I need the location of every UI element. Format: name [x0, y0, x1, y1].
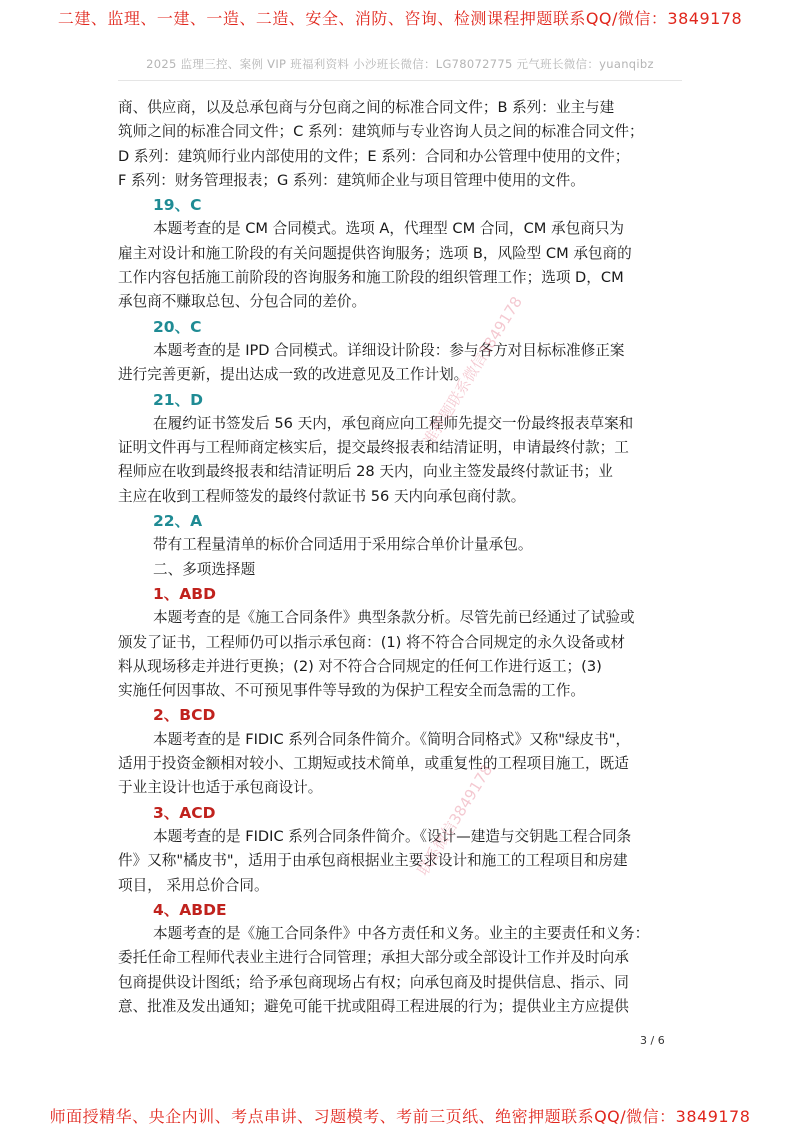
paragraph-line: 二、多项选择题: [153, 560, 256, 578]
paragraph-line: 本题考查的是 FIDIC 系列合同条件简介。《设计—建造与交钥匙工程合同条: [153, 827, 632, 845]
watermark-text: 联系微信3849178: [413, 761, 497, 879]
paragraph-line: 件》又称"橘皮书"，适用于由承包商根据业主要求设计和施工的工程项目和房建: [118, 852, 628, 870]
paragraph-line: 本题考查的是《施工合同条件》中各方责任和义务。业主的主要责任和义务：: [153, 925, 650, 943]
answer-heading: 19、C: [153, 196, 202, 215]
paragraph-line: 项目， 采用总价合同。: [118, 876, 269, 894]
paragraph-line: 程师应在收到最终报表和结清证明后 28 天内，向业主签发最终付款证书；业: [118, 463, 613, 481]
document-body: [118, 96, 683, 1019]
paragraph-line: 于业主设计也适于承包商设计。: [118, 779, 323, 797]
paragraph-line: 筑师之间的标准合同文件；C 系列：建筑师与专业咨询人员之间的标准合同文件；: [118, 123, 644, 141]
paragraph-line: 意、批准及发出通知；避免可能干扰或阻碍工程进展的行为；提供业主方应提供: [118, 997, 629, 1015]
bottom-promo-banner: 师面授精华、央企内训、考点串讲、习题模考、考前三页纸、绝密押题联系QQ/微信：3849178: [49, 1107, 751, 1126]
page-header-note: 2025 监理三控、案例 VIP 班福利资料 小沙班长微信：LG78072775 元气班长微信：yuanqibz: [146, 57, 654, 71]
paragraph-line: F 系列：财务管理报表；G 系列：建筑师企业与项目管理中使用的文件。: [118, 171, 585, 189]
paragraph-line: 本题考查的是 CM 合同模式。选项 A，代理型 CM 合同，CM 承包商只为: [153, 220, 625, 238]
watermark-text: 准押题联系微信3849178: [419, 293, 527, 449]
answer-heading: 22、A: [153, 512, 203, 531]
paragraph-line: 承包商不赚取总包、分包合同的差价。: [118, 293, 367, 311]
paragraph-line: 料从现场移走并进行更换；(2) 对不符合合同规定的任何工作进行返工；(3): [118, 657, 602, 675]
answer-heading: 1、ABD: [153, 584, 216, 603]
top-promo-banner: 二建、监理、一建、一造、二造、安全、消防、咨询、检测课程押题联系QQ/微信：3849178: [57, 9, 743, 28]
paragraph-line: 委托任命工程师代表业主进行合同管理；承担大部分或全部设计工作并及时向承: [118, 949, 629, 967]
paragraph-line: 本题考查的是 IPD 合同模式。详细设计阶段：参与各方对目标标准修正案: [153, 341, 625, 359]
page-number: 3 / 6: [640, 1034, 665, 1047]
paragraph-line: 实施任何因事故、不可预见事件等导致的为保护工程安全而急需的工作。: [118, 682, 586, 700]
paragraph-line: 本题考查的是 FIDIC 系列合同条件简介。《简明合同格式》又称"绿皮书"，: [153, 730, 631, 748]
paragraph-line: 证明文件再与工程师商定核实后，提交最终报表和结清证明，申请最终付款；工: [118, 439, 629, 457]
answer-heading: 20、C: [153, 317, 202, 336]
answer-heading: 4、ABDE: [153, 900, 227, 919]
paragraph-line: 带有工程量清单的标价合同适用于采用综合单价计量承包。: [153, 536, 533, 554]
answer-heading: 21、D: [153, 390, 203, 409]
paragraph-line: 包商提供设计图纸；给予承包商现场占有权；向承包商及时提供信息、指示、同: [118, 973, 629, 991]
paragraph-line: D 系列：建筑师行业内部使用的文件；E 系列：合同和办公管理中使用的文件；: [118, 147, 630, 165]
answer-heading: 2、BCD: [153, 706, 216, 725]
paragraph-line: 适用于投资金额相对较小、工期短或技术简单，或重复性的工程项目施工，既适: [118, 755, 629, 773]
paragraph-line: 本题考查的是《施工合同条件》典型条款分析。尽管先前已经通过了试验或: [153, 609, 635, 627]
paragraph-line: 商、供应商，以及总承包商与分包商之间的标准合同文件；B 系列：业主与建: [118, 99, 615, 116]
header-divider: [118, 80, 682, 81]
paragraph-line: 雇主对设计和施工阶段的有关问题提供咨询服务；选项 B，风险型 CM 承包商的: [118, 244, 632, 262]
paragraph-line: 进行完善更新，提出达成一致的改进意见及工作计划。: [118, 366, 469, 384]
paragraph-line: 颁发了证书，工程师仍可以指示承包商：(1) 将不符合合同规定的永久设备或材: [118, 633, 625, 651]
paragraph-line: 在履约证书签发后 56 天内，承包商应向工程师先提交一份最终报表草案和: [153, 414, 634, 432]
answer-heading: 3、ACD: [153, 803, 216, 822]
paragraph-line: 工作内容包括施工前阶段的咨询服务和施工阶段的组织管理工作；选项 D，CM: [118, 269, 624, 287]
paragraph-line: 主应在收到工程师签发的最终付款证书 56 天内向承包商付款。: [118, 487, 526, 505]
